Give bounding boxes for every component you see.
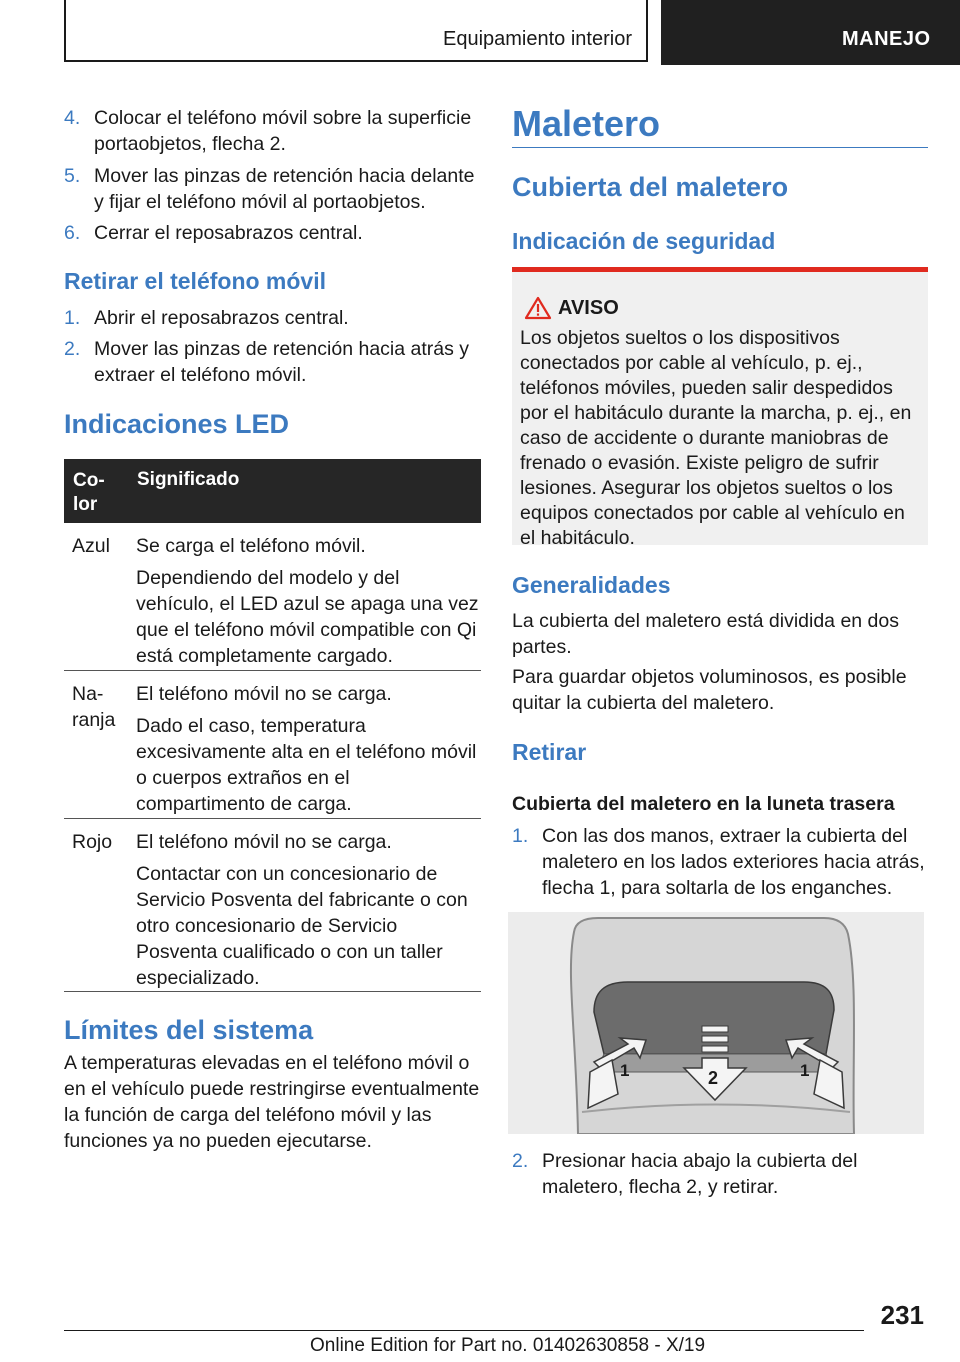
table-cell-color: Na-ranja — [72, 683, 116, 731]
arrow-right-label: 1 — [800, 1061, 810, 1080]
remove-step-2 — [64, 336, 481, 388]
trunk-cover-illustration — [508, 912, 924, 1134]
table-cell-line: El teléfono móvil no se carga. — [136, 831, 392, 853]
table-cell-line: Dependiendo del modelo y del vehículo, el LED azul se apaga una vez que el teléfono móvil compatible con Qi está completamente cargado. — [136, 567, 479, 667]
step-number: 2. — [512, 1150, 529, 1172]
column-header-color: Co-lor — [73, 470, 105, 515]
step-6 — [64, 220, 481, 246]
warning-label: AVISO — [558, 297, 619, 319]
warning-text: Los objetos sueltos o los dispositivos conectados por cable al vehículo, p. ej., teléfonos móviles, pueden salir despedidos por el habitáculo durante la marcha, p. ej., en caso de accidente o durante maniobras de frenado o evasión. Existe peligro de sufrir lesiones. Asegurar los objetos sueltos o los equipos conectados por cable al vehículo en el habitáculo. — [520, 327, 912, 549]
led-table — [64, 459, 481, 992]
cover-step-1 — [512, 823, 928, 901]
remove-subheading: Cubierta del maletero en la luneta trasera — [512, 793, 895, 815]
step-number: 2. — [64, 338, 81, 360]
table-row — [64, 523, 481, 671]
step-text: Presionar hacia abajo la cubierta del maletero, flecha 2, y retirar. — [542, 1150, 858, 1198]
step-number: 5. — [64, 165, 81, 187]
step-text: Mover las pinzas de retención hacia delante y fijar el teléfono móvil al portaobjetos. — [94, 165, 475, 213]
footer-edition: Online Edition for Part no. 01402630858 - X/19 — [310, 1335, 706, 1356]
chapter-tab: MANEJO — [661, 0, 960, 65]
limits-text: A temperaturas elevadas en el teléfono móvil o en el vehículo puede restringirse eventualmente la función de carga del teléfono móvil y las funciones ya no pueden ejecutarse. — [64, 1052, 480, 1152]
step-number: 1. — [512, 825, 529, 847]
page-header — [0, 0, 960, 66]
step-number: 4. — [64, 107, 81, 129]
table-header — [64, 459, 481, 523]
step-text: Con las dos manos, extraer la cubierta del maletero en los lados exteriores hacia atrás, flecha 1, para soltarla de los enganches. — [542, 825, 925, 899]
table-cell-color: Azul — [72, 535, 110, 557]
page-number: 231 — [880, 1300, 924, 1330]
table-row — [64, 819, 481, 992]
trunk-illustration-svg — [508, 912, 924, 1134]
step-text: Colocar el teléfono móvil sobre la superficie portaobjetos, flecha 2. — [94, 107, 472, 155]
general-paragraph-2: Para guardar objetos voluminosos, es posible quitar la cubierta del maletero. — [512, 666, 907, 714]
section-title: Equipamiento interior — [443, 28, 632, 50]
general-paragraph-1: La cubierta del maletero está dividida en dos partes. — [512, 610, 899, 658]
led-heading: Indicaciones LED — [64, 409, 290, 439]
warning-box — [512, 267, 928, 549]
footer-rule — [64, 1330, 864, 1331]
table-cell-color: Rojo — [72, 831, 113, 853]
table-cell-line: Se carga el teléfono móvil. — [136, 535, 366, 557]
step-4 — [64, 105, 481, 157]
limits-heading: Límites del sistema — [64, 1015, 314, 1045]
table-cell-line: Dado el caso, temperatura excesivamente alta en el teléfono móvil o cuerpos extraños en el compartimento de carga. — [136, 715, 477, 815]
remove-heading: Retirar — [512, 739, 587, 765]
cover-step-2 — [512, 1148, 928, 1200]
column-header-meaning: Significado — [137, 469, 240, 490]
table-row — [64, 671, 481, 819]
safety-heading: Indicación de seguridad — [512, 228, 776, 254]
table-cell-line: Contactar con un concesionario de Servicio Posventa del fabricante o con otro concesionario de Servicio Posventa cualificado o con un taller especializado. — [136, 863, 468, 989]
step-number: 6. — [64, 222, 81, 244]
arrow-center-label: 2 — [708, 1068, 719, 1088]
step-number: 1. — [64, 307, 81, 329]
remove-phone-heading: Retirar el teléfono móvil — [64, 268, 327, 294]
general-heading: Generalidades — [512, 572, 671, 598]
page-title: Maletero — [512, 103, 661, 144]
warning-triangle-icon — [524, 296, 552, 320]
table-cell-line: El teléfono móvil no se carga. — [136, 683, 392, 705]
title-rule — [512, 147, 928, 148]
step-text: Mover las pinzas de retención hacia atrás y extraer el teléfono móvil. — [94, 338, 470, 386]
step-5 — [64, 163, 481, 215]
arrow-left-label: 1 — [620, 1061, 630, 1080]
step-text: Cerrar el reposabrazos central. — [94, 222, 363, 244]
section-tab — [64, 0, 648, 62]
remove-step-1 — [64, 305, 481, 331]
cover-heading: Cubierta del maletero — [512, 172, 789, 202]
step-text: Abrir el reposabrazos central. — [94, 307, 349, 329]
